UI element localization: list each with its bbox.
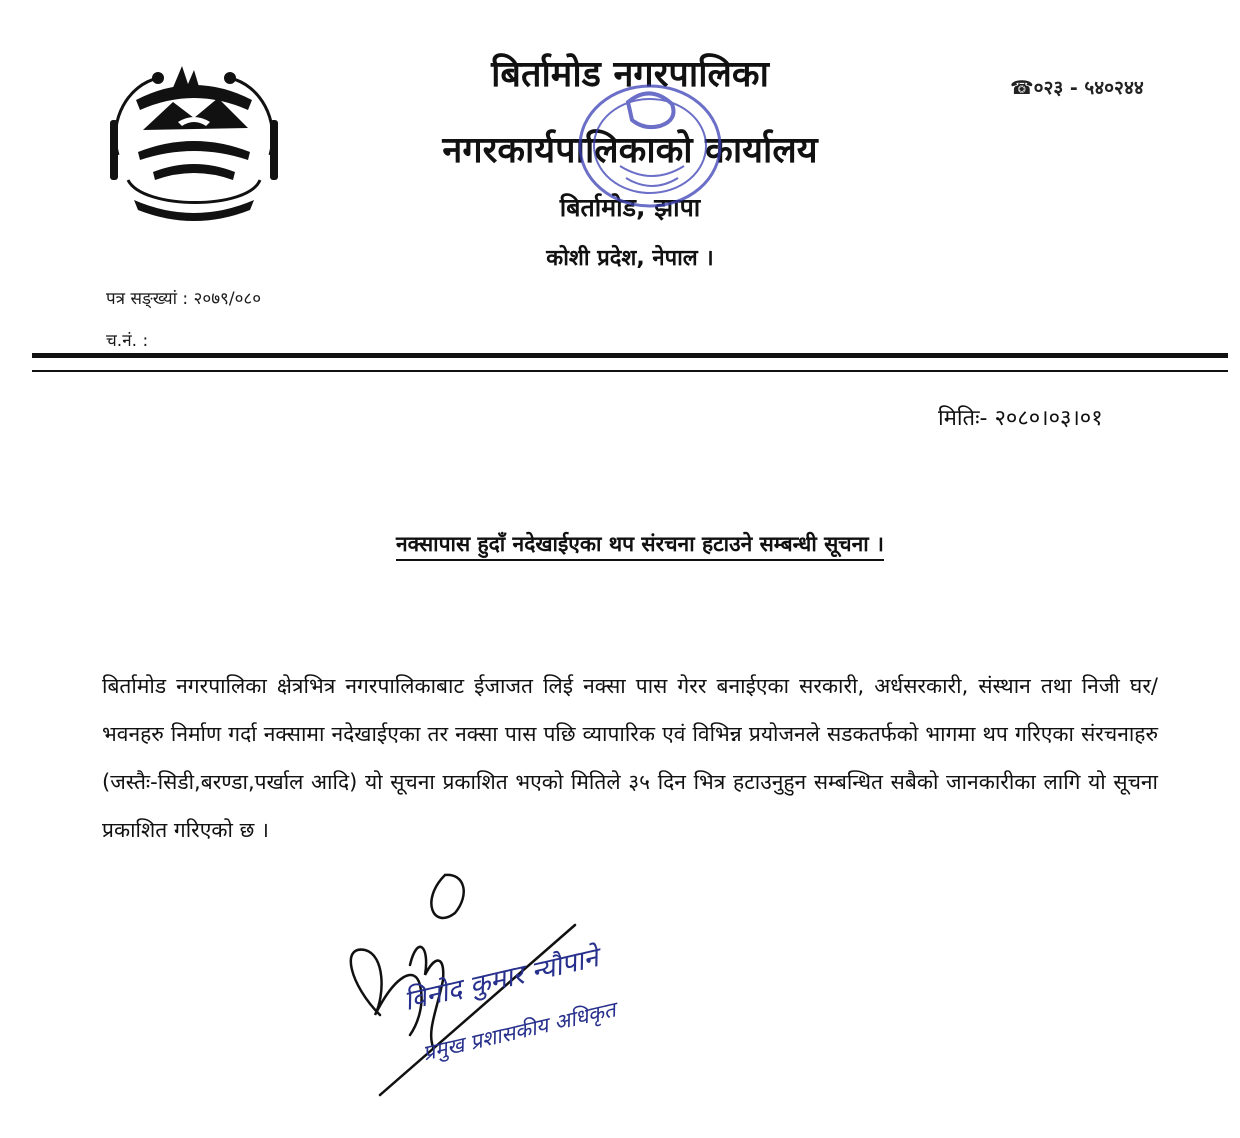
nepal-emblem-logo	[98, 60, 290, 225]
office-stamp	[560, 74, 730, 224]
office-name: नगरकार्यपालिकाको कार्यालय	[442, 130, 818, 171]
notice-subject-text: नक्सापास हुदाँ नदेखाईएका थप संरचना हटाउने सम्बन्धी सूचना ।	[396, 532, 884, 561]
signatory-name: विनोद कुमार न्यौपाने	[401, 942, 602, 1018]
letter-date: मितिः- २०८०।०३।०१	[938, 406, 1103, 431]
letter-number: पत्र सङ्ख्यां : २०७९/०८०	[106, 289, 262, 309]
office-province: कोशी प्रदेश, नेपाल ।	[546, 246, 714, 271]
office-address: बिर्तामोड, झापा	[559, 193, 701, 222]
notice-subject	[250, 530, 1030, 558]
phone-number: ☎०२३ - ५४०२४४	[1010, 77, 1144, 99]
header-divider-thin	[32, 370, 1228, 372]
organization-name: बिर्तामोड नगरपालिका	[491, 54, 769, 95]
header-divider-thick	[32, 353, 1228, 358]
signatory-title: प्रमुख प्रशासकीय अधिकृत	[420, 997, 618, 1066]
notice-body: बिर्तामोड नगरपालिका क्षेत्रभित्र नगरपालिकाबाट ईजाजत लिई नक्सा पास गेरर बनाईएका सरकारी, अर्धसरकारी, संस्थान तथा निजी घर/ भवनहरु निर्माण गर्दा नक्सामा नदेखाईएका तर नक्सा पास पछि व्यापारिक एवं विभिन्न प्रयोजनले सडकतर्फको भागमा थप गरिएका संरचनाहरु (जस्तैः-सिडी,बरण्डा,पर्खाल आदि) यो सूचना प्रकाशित भएको मितिले ३५ दिन भित्र हटाउनुहुन सम्बन्धित सबैको जानकारीका लागि यो सूचना प्रकाशित गरिएको छ ।	[102, 674, 1158, 842]
dispatch-number: च.नं. :	[106, 331, 149, 351]
